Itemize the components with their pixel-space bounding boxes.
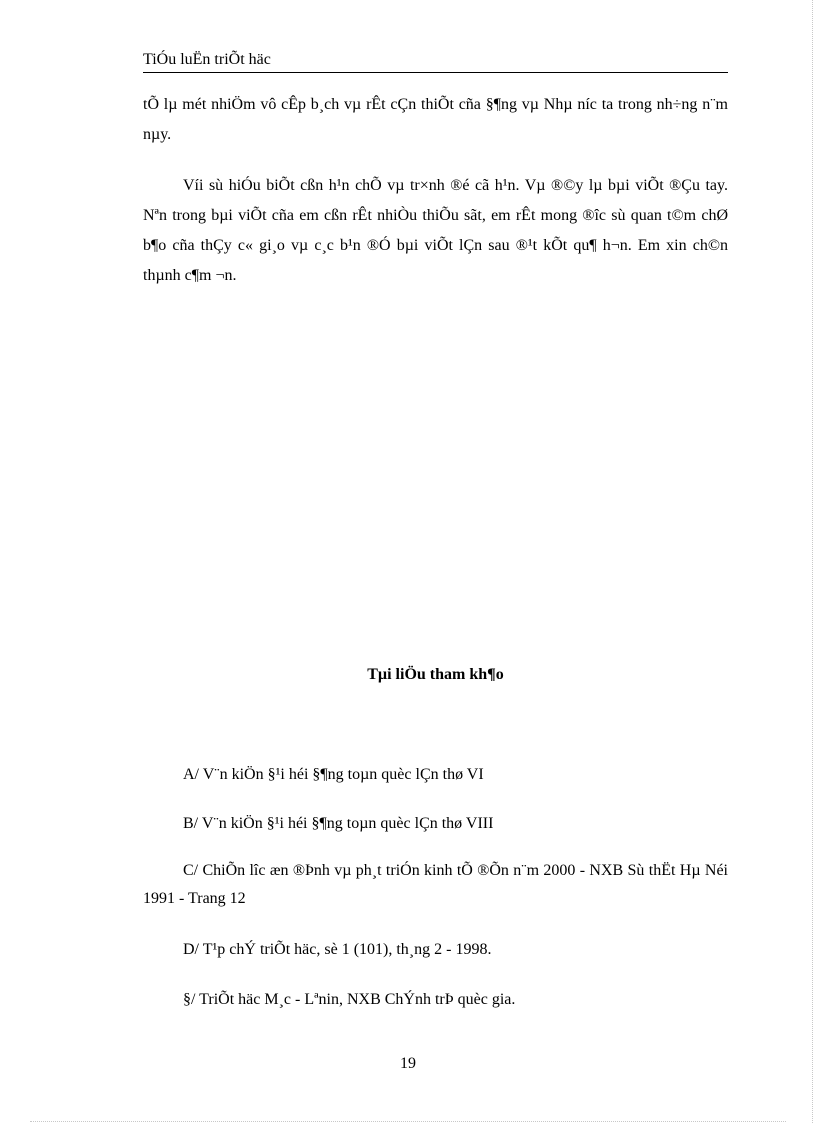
reference-item: C/ ChiÕn lîc æn ®Þnh vµ ph¸t triÓn kinh tÕ ®Õn n¨m 2000 - NXB Sù thËt Hµ Néi 1991 - Trang 12 <box>143 862 728 907</box>
page-right-border <box>812 0 813 1123</box>
header-title: TiÓu luËn triÕt häc <box>143 51 271 68</box>
page-bottom-border <box>30 1121 786 1122</box>
page-number: 19 <box>400 1055 416 1072</box>
reference-item: §/ TriÕt häc M¸c - Lªnin, NXB ChÝnh trÞ quèc gia. <box>183 991 516 1008</box>
reference-item: D/ T¹p chÝ triÕt häc, sè 1 (101), th¸ng 2 - 1998. <box>183 941 492 958</box>
body-paragraph-1: tÕ lµ mét nhiÖm vô cÊp b¸ch vµ rÊt cÇn thiÕt cña §¶ng vµ Nhµ níc ta trong nh÷ng n¨m nµy. <box>143 96 728 143</box>
reference-item: B/ V¨n kiÖn §¹i héi §¶ng toµn quèc lÇn thø VIII <box>183 815 494 832</box>
body-paragraph-2: Víi sù hiÓu biÕt cßn h¹n chÕ vµ tr×nh ®é cã h¹n. Vµ ®©y lµ bµi viÕt ®Çu tay. Nªn trong bµi viÕt cña em cßn rÊt nhiÒu thiÕu sãt, em rÊt mong ®îc sù quan t©m chØ b¶o cña thÇy c« gi¸o vµ c¸c b¹n ®Ó bµi viÕt lÇn sau ®¹t kÕt qu¶ h¬n. Em xin ch©n thµnh c¶m ¬n. <box>143 177 728 284</box>
page-header <box>143 50 728 73</box>
reference-item: A/ V¨n kiÖn §¹i héi §¶ng toµn quèc lÇn thø VI <box>183 766 484 783</box>
references-title: Tµi liÖu tham kh¶o <box>367 666 504 683</box>
